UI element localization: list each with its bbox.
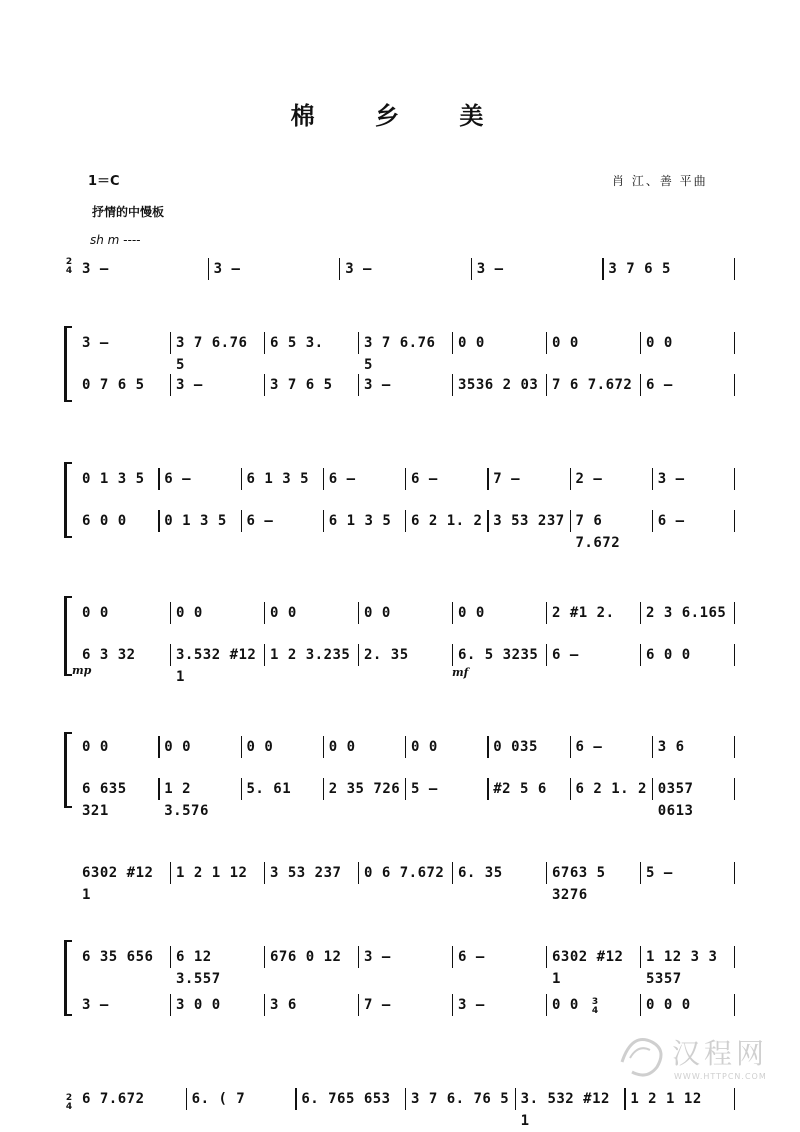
notation-line <box>62 946 742 987</box>
measure: 5. 61 <box>246 781 292 797</box>
barline <box>652 778 653 800</box>
tempo-marking: 抒情的中慢板 <box>92 205 165 219</box>
barline <box>358 644 359 666</box>
key-signature: 1＝C <box>88 174 120 189</box>
notation-line <box>62 374 742 396</box>
measure: 0 0 <box>552 335 579 351</box>
measure: 6 – <box>164 471 192 487</box>
barline <box>241 468 242 490</box>
barline <box>734 468 735 490</box>
measure: 0 0 <box>411 739 438 755</box>
measure: 6 0 0 <box>82 513 127 529</box>
measure: 3 – <box>176 377 203 393</box>
time-signature-top: 2 <box>65 1093 73 1103</box>
dynamic-mark: mf <box>452 666 469 679</box>
barline <box>640 602 641 624</box>
measure: 6 – <box>646 377 673 393</box>
barline <box>452 332 453 354</box>
barline <box>158 736 159 758</box>
measure: 3 7 6.76 5 <box>364 335 436 373</box>
barline <box>295 1088 296 1110</box>
barline <box>570 736 571 758</box>
barline <box>734 510 735 532</box>
barline <box>264 994 265 1016</box>
measure: 6 35 656 <box>82 949 154 965</box>
measure: 3 – <box>364 949 391 965</box>
barline <box>734 736 735 758</box>
barline <box>546 946 547 968</box>
barline <box>734 258 735 280</box>
measure: 6 – <box>246 513 274 529</box>
time-signature-bottom: 4 <box>65 1102 73 1112</box>
measure: 676 0 12 <box>270 949 342 965</box>
measure: 3 7 6 5 <box>270 377 333 393</box>
barline <box>734 602 735 624</box>
measure: 3 – <box>458 997 485 1013</box>
measure: 6302 #12 1 <box>552 949 624 987</box>
measure: 1 2 1 12 <box>176 865 248 881</box>
barline <box>241 736 242 758</box>
barline <box>640 332 641 354</box>
barline <box>323 778 324 800</box>
barline <box>170 946 171 968</box>
barline <box>170 862 171 884</box>
measure: 0357 0613 <box>657 781 694 819</box>
measure: 5 – <box>411 781 438 797</box>
barline <box>264 862 265 884</box>
barline <box>640 994 641 1016</box>
measure: 5 – <box>646 865 673 881</box>
barline <box>452 602 453 624</box>
barline <box>487 468 488 490</box>
measure: 0 0 <box>176 605 203 621</box>
barline <box>652 468 653 490</box>
barline <box>208 258 209 280</box>
measure: 6 5 3. <box>270 335 324 351</box>
barline <box>170 374 171 396</box>
barline <box>734 946 735 968</box>
barline <box>452 946 453 968</box>
barline <box>734 374 735 396</box>
measure: 6. 5 3235 <box>458 647 539 663</box>
barline <box>602 258 603 280</box>
measure: 3 – <box>657 471 685 487</box>
measure: 3 – <box>82 997 109 1013</box>
measure: 0 0 <box>82 605 109 621</box>
barline <box>734 862 735 884</box>
measure: 3 6 <box>270 997 297 1013</box>
measure: 6 2 1. 2 <box>411 513 483 529</box>
time-signature-top: 2 <box>65 257 73 267</box>
barline <box>170 994 171 1016</box>
measure: 6 7.672 <box>82 1091 145 1107</box>
measure: 6 12 3.557 <box>176 949 221 987</box>
measure: 3. 532 #12 1 <box>520 1091 610 1129</box>
barline <box>264 332 265 354</box>
measure: 1 2 3.235 <box>270 647 351 663</box>
measure: 0 0 <box>646 335 673 351</box>
measure: 3 7 6 5 <box>608 261 671 277</box>
measure: 0 0 0 <box>646 997 691 1013</box>
measure: 0 0 <box>328 739 356 755</box>
measure: 6 1 3 5 <box>246 471 310 487</box>
barline <box>358 946 359 968</box>
barline <box>640 946 641 968</box>
barline <box>487 736 488 758</box>
notation-line <box>62 994 742 1016</box>
barline <box>323 510 324 532</box>
barline <box>515 1088 516 1110</box>
barline <box>570 778 571 800</box>
measure: 3 6 <box>657 739 685 755</box>
measure: 0 0 <box>246 739 274 755</box>
watermark-text: 汉程网 <box>672 1037 769 1070</box>
barline <box>546 644 547 666</box>
composer-credit: 肖 江、善 平曲 <box>612 174 708 188</box>
barline <box>170 332 171 354</box>
measure: 1 12 3 3 5357 <box>646 949 718 987</box>
measure: 3 – <box>345 261 372 277</box>
measure: 7 6 7.672 <box>552 377 633 393</box>
barline <box>405 468 406 490</box>
notation-line <box>62 332 742 373</box>
barline <box>241 510 242 532</box>
barline <box>358 994 359 1016</box>
barline <box>323 736 324 758</box>
measure: 6. 35 <box>458 865 503 881</box>
barline <box>158 468 159 490</box>
barline <box>405 778 406 800</box>
notation-line <box>62 862 742 903</box>
measure: 3 0 0 <box>176 997 221 1013</box>
measure: 7 – <box>364 997 391 1013</box>
measure: 0 0 <box>458 335 485 351</box>
barline <box>452 994 453 1016</box>
measure: 6 – <box>657 513 685 529</box>
measure: #2 5 6 <box>493 781 547 797</box>
barline <box>452 374 453 396</box>
measure: 1 2 3.576 <box>164 781 209 819</box>
time-signature-bottom: 4 <box>591 1006 599 1016</box>
measure: 6 – <box>411 471 438 487</box>
barline <box>546 374 547 396</box>
barline <box>487 510 488 532</box>
measure: 6 2 1. 2 <box>575 781 647 797</box>
measure: 6 – <box>458 949 485 965</box>
watermark-url: WWW.HTTPCN.COM <box>674 1072 767 1081</box>
barline <box>652 736 653 758</box>
barline <box>734 778 735 800</box>
measure: 6 3 32 <box>82 647 136 663</box>
measure: 0 1 3 5 <box>82 471 145 487</box>
barline <box>546 602 547 624</box>
barline <box>546 332 547 354</box>
barline <box>546 994 547 1016</box>
measure: 3 – <box>82 335 109 351</box>
measure: 3 53 237 <box>493 513 565 529</box>
measure: 3 7 6. 76 5 <box>411 1091 510 1107</box>
barline <box>241 778 242 800</box>
measure: 3 – <box>476 261 504 277</box>
barline <box>358 374 359 396</box>
barline <box>652 510 653 532</box>
time-signature-bottom: 4 <box>65 266 73 276</box>
measure: 6763 5 3276 <box>552 865 606 903</box>
notation-line <box>62 510 742 551</box>
measure: 3 7 6.76 5 <box>176 335 248 373</box>
measure: 2 #1 2. <box>552 605 615 621</box>
barline <box>264 374 265 396</box>
measure: 2. 35 <box>364 647 409 663</box>
measure: 3 – <box>213 261 241 277</box>
barline <box>264 602 265 624</box>
measure: 0 0 <box>552 997 579 1013</box>
measure: 6 1 3 5 <box>328 513 392 529</box>
dynamic-mark: mp <box>72 664 92 677</box>
barline <box>186 1088 187 1110</box>
measure: 0 0 <box>458 605 485 621</box>
barline <box>405 736 406 758</box>
measure: 3536 2 03 <box>458 377 539 393</box>
barline <box>358 862 359 884</box>
barline <box>170 644 171 666</box>
page-title: 棉 乡 美 <box>290 102 510 130</box>
measure: 6 – <box>575 739 603 755</box>
barline <box>405 1088 406 1110</box>
barline <box>640 862 641 884</box>
barline <box>546 862 547 884</box>
barline <box>471 258 472 280</box>
barline <box>358 602 359 624</box>
barline <box>339 258 340 280</box>
measure: 3 – <box>82 261 109 277</box>
measure: 2 – <box>575 471 603 487</box>
measure: 6302 #12 1 <box>82 865 154 903</box>
measure: 3 – <box>364 377 391 393</box>
measure: 2 3 6.165 <box>646 605 727 621</box>
barline <box>323 468 324 490</box>
measure: 0 0 <box>82 739 109 755</box>
time-signature-top: 3 <box>591 997 599 1007</box>
measure: 0 0 <box>270 605 297 621</box>
measure: 0 7 6 5 <box>82 377 145 393</box>
barline <box>264 644 265 666</box>
dragon-icon <box>612 1022 672 1082</box>
notation-line <box>62 778 742 819</box>
measure: 6 – <box>552 647 579 663</box>
measure: 7 6 7.672 <box>575 513 621 551</box>
barline <box>734 644 735 666</box>
barline <box>452 644 453 666</box>
barline <box>734 332 735 354</box>
measure: 0 6 7.672 <box>364 865 445 881</box>
notation-line <box>62 736 742 758</box>
barline <box>640 374 641 396</box>
barline <box>158 510 159 532</box>
notation-line <box>62 468 742 490</box>
barline <box>570 510 571 532</box>
measure: 3.532 #12 1 <box>176 647 257 685</box>
measure: 0 035 <box>493 739 538 755</box>
watermark-logo <box>612 1022 792 1092</box>
measure: 6. 765 653 <box>301 1091 391 1107</box>
measure: 1 2 1 12 <box>630 1091 702 1107</box>
barline <box>158 778 159 800</box>
barline <box>405 510 406 532</box>
barline <box>170 602 171 624</box>
notation-line <box>62 258 742 280</box>
barline <box>570 468 571 490</box>
barline <box>358 332 359 354</box>
measure: 6 635 321 <box>82 781 127 819</box>
barline <box>734 994 735 1016</box>
barline <box>640 644 641 666</box>
measure: 6 – <box>328 471 356 487</box>
barline <box>264 946 265 968</box>
notation-line <box>62 602 742 624</box>
measure: 6 0 0 <box>646 647 691 663</box>
measure: 2 35 726 <box>328 781 401 797</box>
barline <box>487 778 488 800</box>
barline <box>452 862 453 884</box>
technique-marking: sh m ---- <box>90 233 141 247</box>
measure: 0 0 <box>164 739 192 755</box>
measure: 7 – <box>493 471 521 487</box>
measure: 0 0 <box>364 605 391 621</box>
measure: 6. ( 7 <box>191 1091 246 1107</box>
measure: 3 53 237 <box>270 865 342 881</box>
measure: 0 1 3 5 <box>164 513 227 529</box>
